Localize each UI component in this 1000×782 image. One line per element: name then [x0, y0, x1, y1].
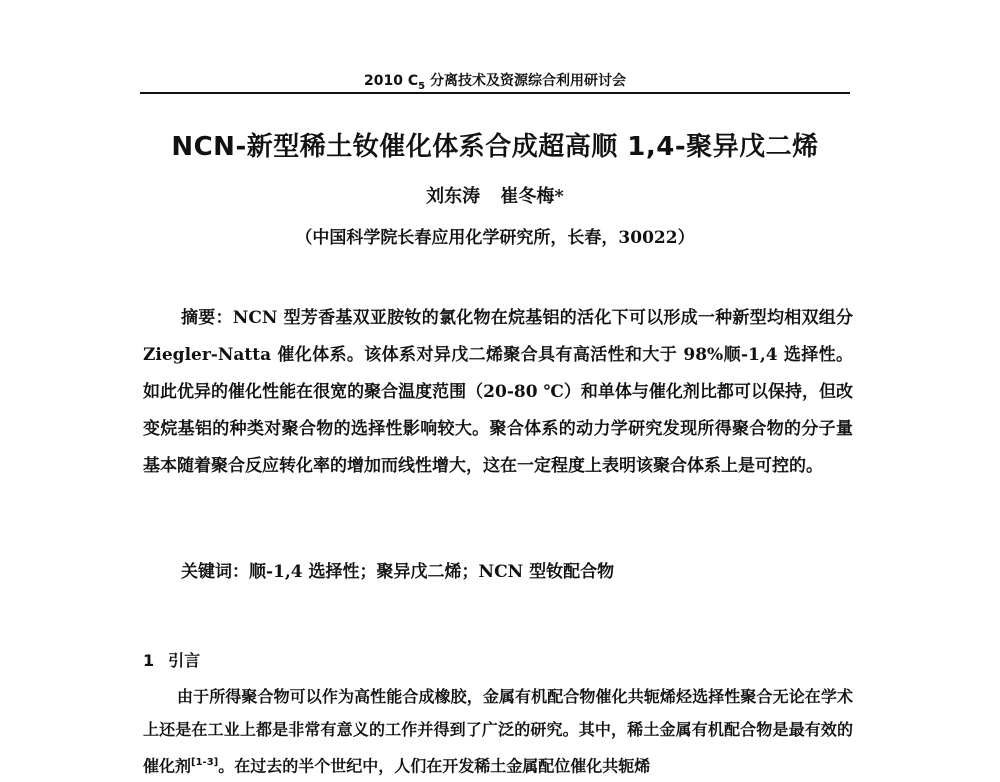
- intro-paragraph: 由于所得聚合物可以作为高性能合成橡胶，金属有机配合物催化共轭烯烃选择性聚合无论在学术上还是在工业上都是非常有意义的工作并得到了广泛的研究。其中，稀土金属有机配合物是最有效的催化剂[1-3]。在过去的半个世纪中，人们在开发稀土金属配位催化共轭烯: [143, 687, 853, 776]
- abstract-text: NCN 型芳香基双亚胺钕的氯化物在烷基铝的活化下可以形成一种新型均相双组分 Ziegler-Natta 催化体系。该体系对异戊二烯聚合具有高活性和大于 98%顺-1,4 选择性。如此优异的催化性能在很宽的聚合温度范围（20-80 ℃）和单体与催化剂比都可以保持，但改变烷基铝的种类对聚合物的选择性影响较大。聚合体系的动力学研究发现所得聚合物的分子量基本随着聚合反应转化率的增加而线性增大，这在一定程度上表明该聚合体系上是可控的。: [143, 308, 854, 476]
- keywords: [181, 557, 853, 582]
- affiliation: （中国科学院长春应用化学研究所，长春，30022）: [295, 228, 695, 248]
- paper-title: NCN-新型稀土钕催化体系合成超高顺 1,4-聚异戊二烯: [171, 132, 819, 162]
- section-heading: [143, 648, 200, 671]
- keywords-text: 顺-1,4 选择性；聚异戊二烯；NCN 型钕配合物: [249, 562, 615, 582]
- keywords-label: 关键词：: [181, 562, 249, 582]
- abstract: [143, 300, 853, 485]
- header-rule: [140, 92, 850, 94]
- header-subscript: 5: [418, 80, 426, 92]
- section-title: 引言: [168, 651, 201, 670]
- abstract-label: 摘要：: [181, 308, 233, 328]
- conference-header: 2010 $C_5$ 分离技术及资源综合利用研讨会: [364, 73, 626, 92]
- authors: 刘东涛 崔冬梅*: [426, 186, 564, 207]
- citation: [1-3]: [191, 757, 219, 768]
- section-number: 1: [143, 651, 155, 670]
